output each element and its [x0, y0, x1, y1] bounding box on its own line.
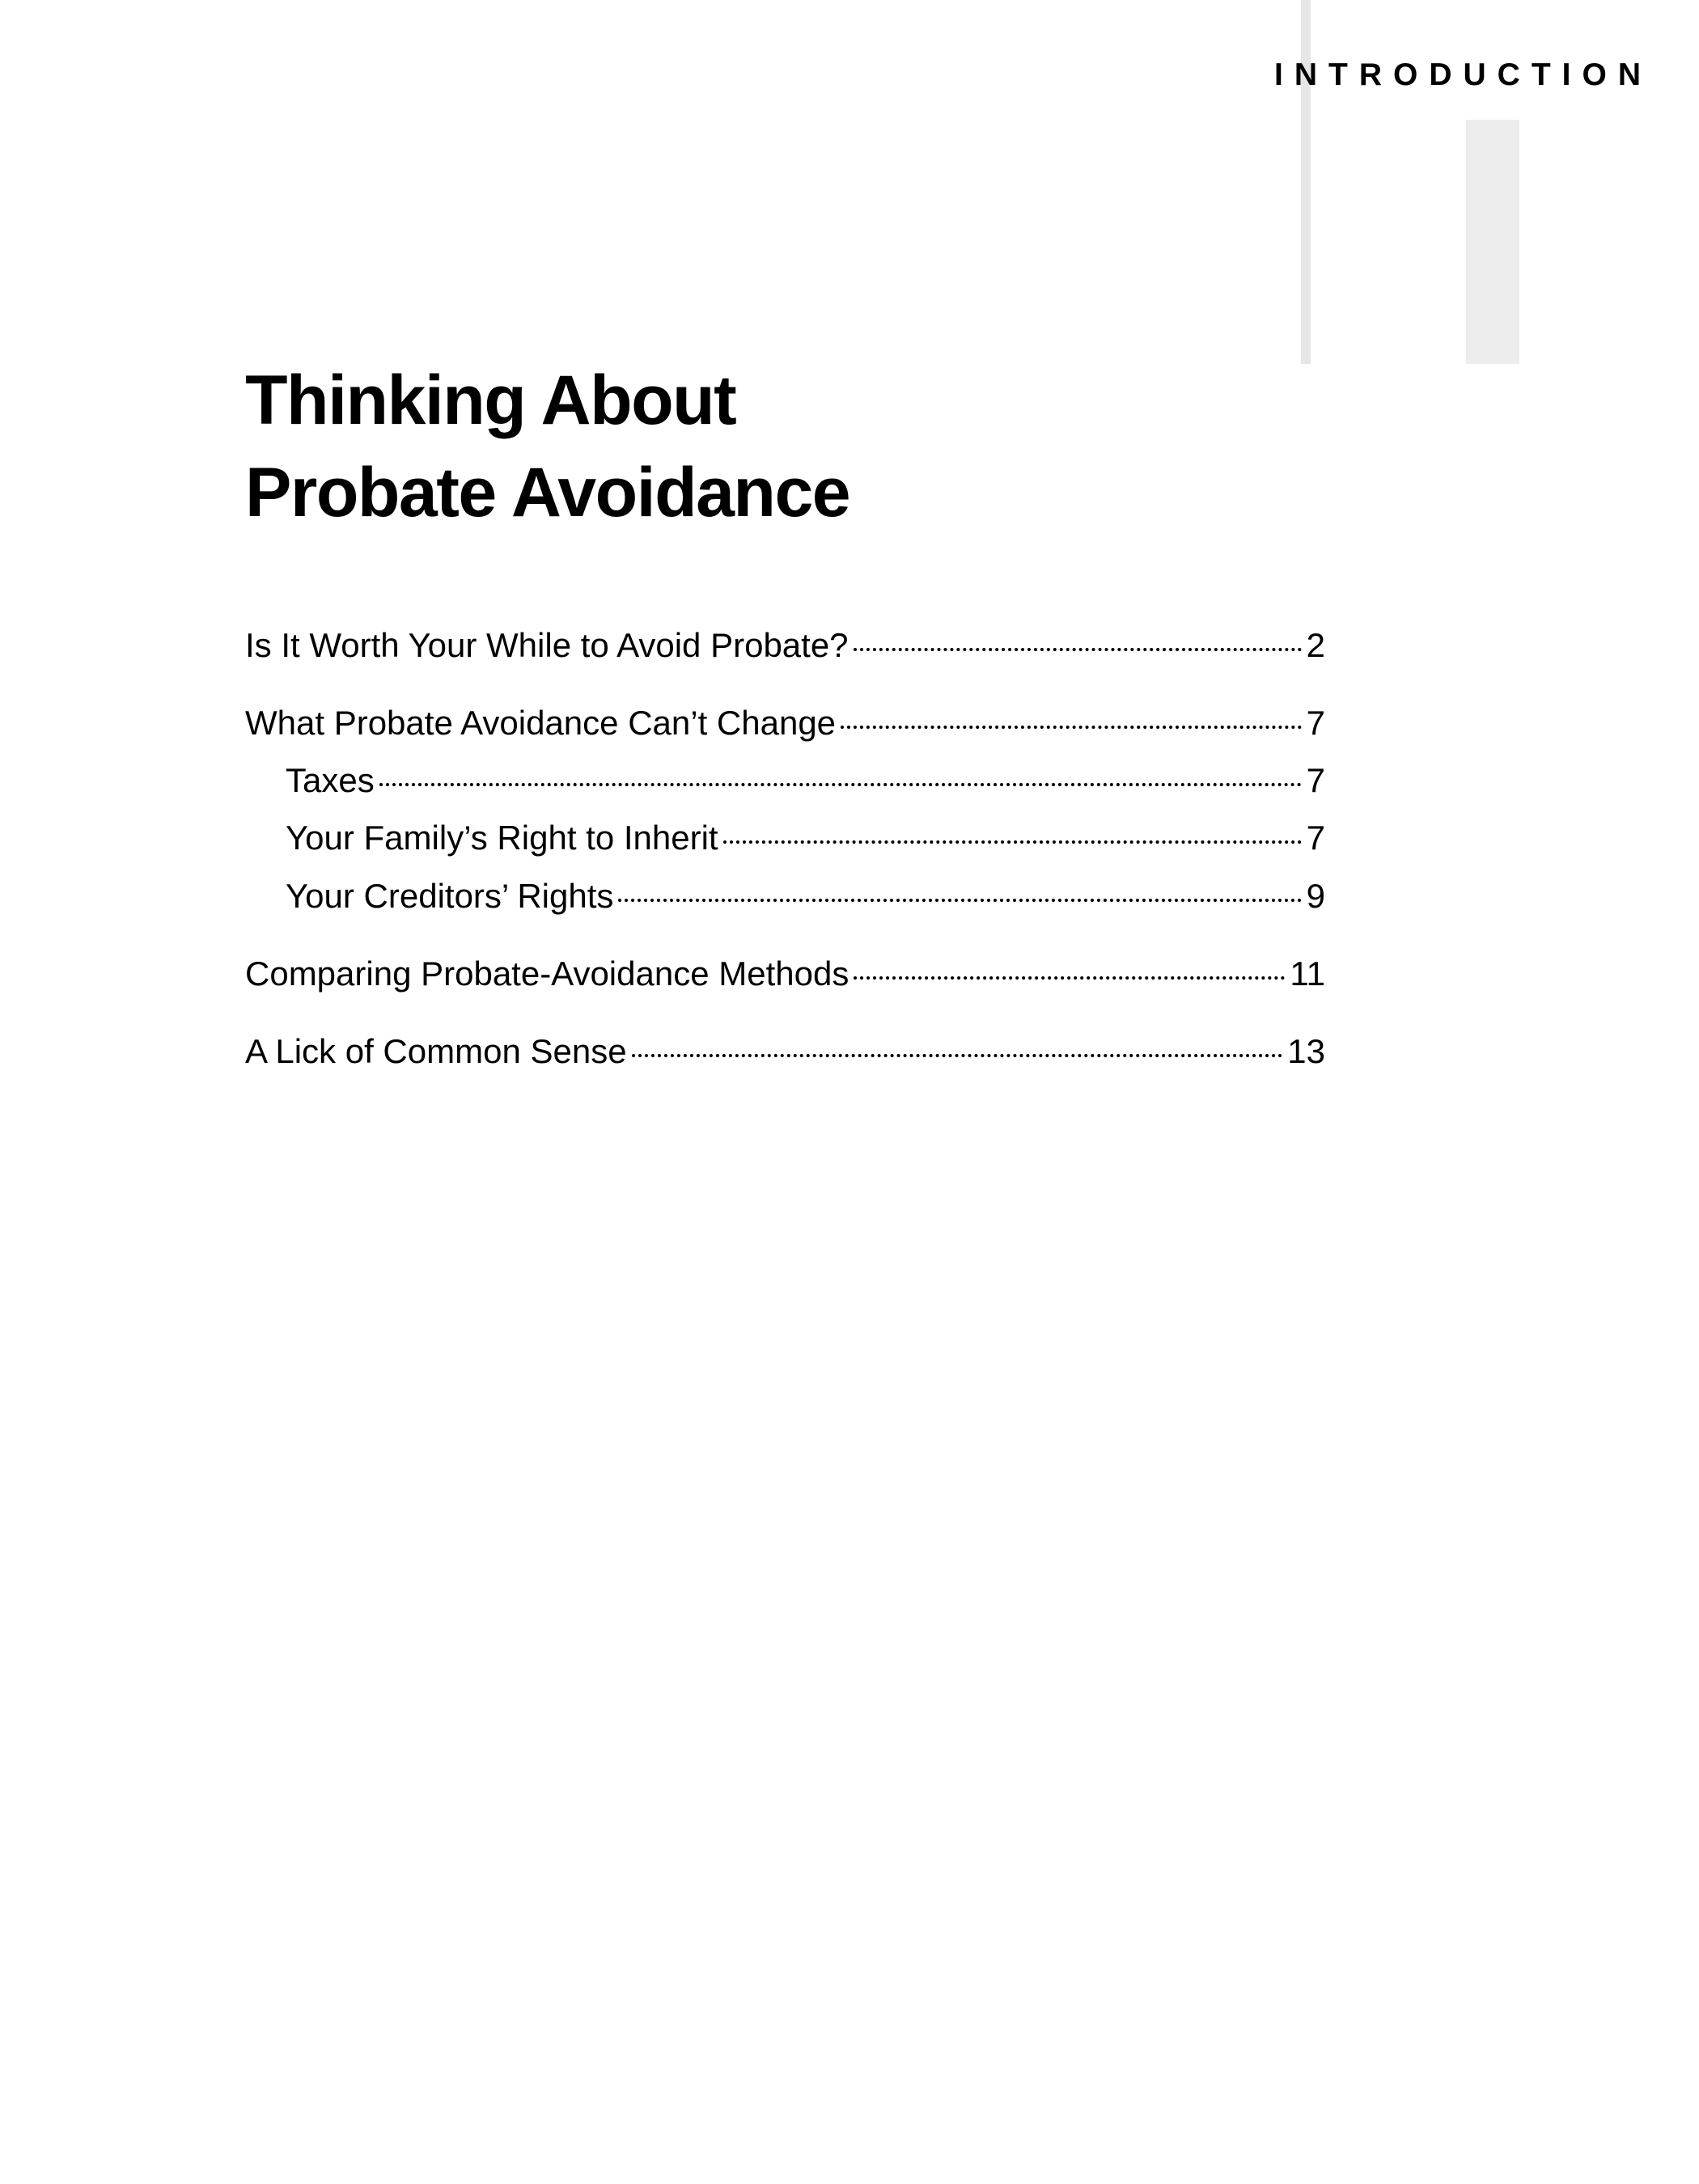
- toc-entry-label: What Probate Avoidance Can’t Change: [245, 704, 837, 742]
- chapter-title-line-1: Thinking About: [245, 362, 736, 439]
- toc-entry-label: Is It Worth Your While to Avoid Probate?: [245, 626, 849, 664]
- toc-entry-label: Your Creditors’ Rights: [286, 877, 614, 915]
- toc-entry-worth-avoiding-probate[interactable]: [245, 623, 1325, 668]
- toc-dot-leader: [379, 783, 1302, 786]
- toc-entry-what-cant-change[interactable]: [245, 700, 1325, 746]
- toc-dot-leader: [841, 726, 1302, 729]
- toc-page-number: 7: [1306, 761, 1325, 799]
- toc-entry-taxes[interactable]: [286, 758, 1325, 803]
- chapter-tab-marker: [1466, 120, 1519, 364]
- chapter-label: INTRODUCTION: [1274, 57, 1652, 92]
- toc-dot-leader: [618, 899, 1301, 902]
- toc-page-number: 13: [1287, 1032, 1325, 1070]
- toc-page-number: 11: [1290, 954, 1325, 993]
- toc-entry-label: Your Family’s Right to Inherit: [286, 819, 718, 857]
- toc-dot-leader: [854, 976, 1285, 980]
- toc-page-number: 7: [1306, 704, 1325, 742]
- toc-dot-leader: [723, 840, 1302, 844]
- toc-entry-family-right-to-inherit[interactable]: [286, 815, 1325, 861]
- toc-page-number: 9: [1306, 877, 1325, 915]
- toc-entry-label: A Lick of Common Sense: [245, 1032, 627, 1070]
- toc-entry-comparing-methods[interactable]: [245, 951, 1325, 997]
- chapter-title-line-2: Probate Avoidance: [245, 454, 850, 531]
- toc-entry-common-sense[interactable]: [245, 1029, 1325, 1074]
- toc-page-number: 7: [1306, 819, 1325, 857]
- toc-entry-creditors-rights[interactable]: [286, 874, 1325, 919]
- toc-entry-label: Comparing Probate-Avoidance Methods: [245, 954, 850, 993]
- toc-dot-leader: [854, 648, 1302, 651]
- toc-page-number: 2: [1306, 626, 1325, 664]
- toc-entry-label: Taxes: [286, 761, 375, 799]
- toc-dot-leader: [632, 1054, 1283, 1057]
- chapter-title: [245, 354, 850, 539]
